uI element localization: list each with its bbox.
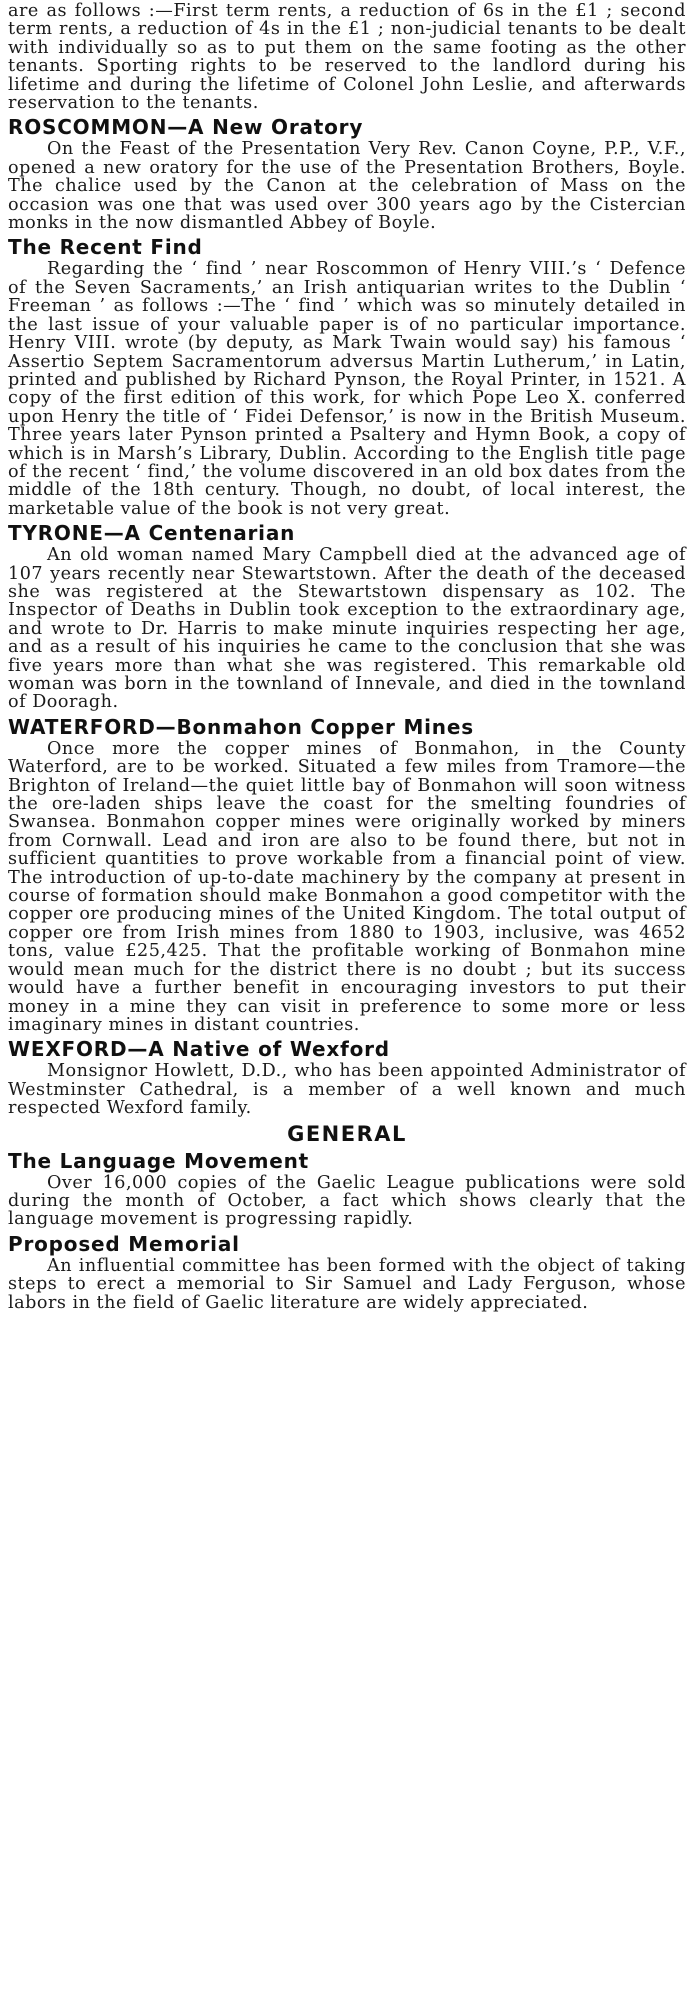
article-wexford-native — [8, 1037, 686, 1117]
article-proposed-memorial — [8, 1232, 686, 1312]
article-recent-find — [8, 235, 686, 518]
article-heading: The Recent Find — [8, 235, 203, 260]
article-heading: WATERFORD—Bonmahon Copper Mines — [8, 714, 474, 739]
article-body: On the Feast of the Presentation Very Rev. Canon Coyne, P.P., V.F., opened a new oratory for the use of the Presentation Brothers, Boyle. The chalice used by the Canon at the celebration of Mass on the occasion was one that was used over 300 years ago by the Cistercian monks in the now dismantled Abbey of Boyle. — [8, 139, 686, 234]
article-body: Monsignor Howlett, D.D., who has been appointed Administrator of Westminster Cathedral, is a member of a well known and much respected Wexford family. — [8, 1061, 686, 1119]
article-tyrone-centenarian — [8, 521, 686, 712]
article-body: Regarding the ‘ find ’ near Roscommon of Henry VIII.’s ‘ Defence of the Seven Sacraments,’ an Irish antiquarian writes to the Dublin ‘ Freeman ’ as follows :—The ‘ find ’ which was so minutely detailed in the last issue of your valuable paper is of no particular importance. Henry VIII. wrote (by deputy, as Mark Twain would say) his famous ‘ Assertio Septem Sacramentorum adversus Martin Lutherum,’ in Latin, printed and published by Richard Pynson, the Royal Printer, in 1521. A copy of the first edition of this work, for which Pope Leo X. conferred upon Henry the title of ‘ Fidei Defensor,’ is now in the British Museum. Three years later Pynson printed a Psaltery and Hymn Book, a copy of which is in Marsh’s Library, Dublin. According to the English title page of the recent ‘ find,’ the volume discovered in an old box dates from the middle of the 18th century. Though, no doubt, of local interest, the marketable value of the book is not very great. — [8, 259, 686, 519]
article-heading: TYRONE—A Centenarian — [8, 521, 296, 546]
article-heading: ROSCOMMON—A New Oratory — [8, 115, 364, 140]
section-title-general: GENERAL — [287, 1121, 407, 1146]
article-waterford-copper-mines — [8, 715, 686, 1035]
article-language-movement — [8, 1149, 686, 1229]
article-body: An influential committee has been formed with the object of taking steps to erect a memorial to Sir Samuel and Lady Ferguson, whose labors in the field of Gaelic literature are widely appreciated. — [8, 1255, 686, 1313]
article-roscommon-oratory — [8, 115, 686, 232]
article-body: An old woman named Mary Campbell died at the advanced age of 107 years recently near Stewartstown. After the death of the deceased she was registered at the Stewartstown dispensary as 102. The Inspector of Deaths in Dublin took exception to the extraordinary age, and wrote to Dr. Harris to make minute inquiries respecting her age, and as a result of his inquiries he came to the conclusion that she was five years more than what she was registered. This remarkable old woman was born in the townland of Innevale, and died in the townland of Dooragh. — [8, 545, 686, 713]
article-body: Once more the copper mines of Bonmahon, in the County Waterford, are to be worked. Situated a few miles from Tramore—the Brighton of Ireland—the quiet little bay of Bonmahon will soon witness the ore-laden ships leave the coast for the smelting foundries of Swansea. Bonmahon copper mines were originally worked by miners from Cornwall. Lead and iron are also to be found there, but not in sufficient quantities to prove workable from a financial point of view. The introduction of up-to-date machinery by the company at present in course of formation should make Bonmahon a good competitor with the copper ore producing mines of the United Kingdom. The total output of copper ore from Irish mines from 1880 to 1903, inclusive, was 4652 tons, value £25,425. That the profitable working of Bonmahon mine would mean much for the district there is no doubt ; but its success would have a further benefit in encouraging investors to put their money in a mine they can visit in preference to some more or less imaginary mines in distant countries. — [8, 738, 686, 1035]
leslie-estate-continuation-text: are as follows :—First term rents, a reduction of 6s in the £1 ; second term rents, a reduction of 4s in the £1 ; non-judicial tenants to be dealt with individually so as to put them on the same footing as the other tenants. Sporting rights to be reserved to the landlord during his lifetime and during the lifetime of Colonel John Leslie, and afterwards reservation to the tenants. — [8, 1, 686, 114]
article-heading: Proposed Memorial — [8, 1231, 240, 1256]
article-body: Over 16,000 copies of the Gaelic League publications were sold during the month of October, a fact which shows clearly that the language movement is progressing rapidly. — [8, 1172, 686, 1230]
article-heading: The Language Movement — [8, 1148, 310, 1173]
article-heading: WEXFORD—A Native of Wexford — [8, 1037, 390, 1062]
